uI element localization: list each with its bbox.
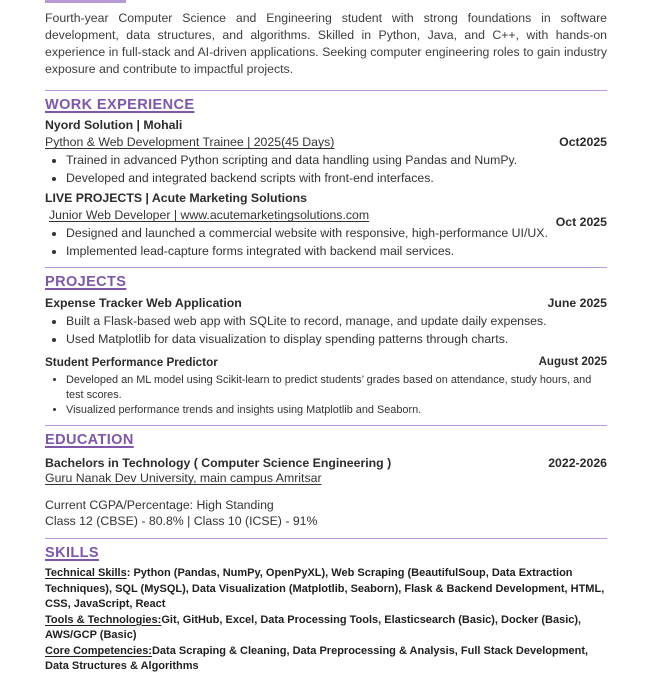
role-line: Python & Web Development Trainee | 2025(45 Days) — [45, 135, 335, 150]
project-bullet: • Used Matplotlib for data visualization to display spending patterns through charts. — [66, 331, 607, 349]
project-bullet: • Developed an ML model using Scikit-learn to predict students’ grades based on attendance, study hours, and test scores. — [66, 373, 607, 403]
project-entry-expense-tracker — [45, 296, 607, 348]
skills-group-label: Tools & Technologies: — [45, 613, 162, 626]
education-section — [45, 432, 607, 529]
project-bullet: • Visualized performance trends and insights using Matplotlib and Seaborn. — [66, 403, 607, 418]
project-entry-performance-predictor — [45, 356, 607, 418]
job-bullet-list — [45, 152, 607, 187]
project-date: August 2025 — [538, 356, 607, 369]
skills-text-block — [45, 566, 607, 675]
summary-heading-underline-cutoff — [45, 0, 126, 3]
degree-title: Bachelors in Technology ( Computer Science Engineering ) — [45, 456, 392, 471]
project-bullet-list — [45, 313, 607, 348]
job-date: Oct 2025 — [555, 215, 607, 230]
skills-group-text: Data Scraping & Cleaning, Data Preprocessing & Analysis, Full Stack Development, Data Structures & Algorithms — [45, 644, 589, 673]
job-date: Oct2025 — [559, 135, 607, 150]
institution-line: Guru Nanak Dev University, main campus Amritsar — [45, 471, 322, 486]
skills-section — [45, 545, 607, 675]
skills-group-label: Core Competencies: — [45, 644, 152, 657]
role-link-line[interactable]: Junior Web Developer | www.acutemarketingsolutions.com — [49, 208, 370, 223]
company-line: LIVE PROJECTS | Acute Marketing Solutions — [45, 191, 307, 206]
project-bullet: • Built a Flask-based web app with SQLite to record, manage, and update daily expenses. — [66, 313, 607, 331]
work-entry-nyord — [45, 118, 607, 187]
skills-heading: SKILLS — [45, 545, 99, 562]
projects-heading: PROJECTS — [45, 274, 127, 291]
education-heading: EDUCATION — [45, 432, 134, 449]
company-line: Nyord Solution | Mohali — [45, 118, 183, 133]
section-divider — [45, 538, 607, 539]
section-divider — [45, 90, 607, 91]
section-divider — [45, 267, 607, 268]
skills-group-text: Python (Pandas, NumPy, OpenPyXL), Web Scraping (BeautifulSoup, Data Extraction Techniques), SQL (MySQL), Data Visualization (Matplotlib, Seaborn), Flask & Backend Development, HTML, CSS, JavaScript, React — [45, 567, 605, 611]
job-bullet: • Developed and integrated backend scripts with front-end interfaces. — [66, 170, 607, 188]
work-experience-section — [45, 97, 607, 260]
job-bullet: • Designed and launched a commercial website with responsive, high-performance UI/UX. — [66, 225, 607, 243]
skills-group-separator: : — [126, 567, 134, 580]
section-divider — [45, 425, 607, 426]
summary-paragraph: Fourth-year Computer Science and Engineering student with strong foundations in software development, data structures, and algorithms. Skilled in Python, Java, and C++, with hands-on experience in full-stack and AI-driven applications. Seeking computer engineering roles to gain industry exposure and contribute to impactful projects. — [45, 11, 607, 76]
job-bullet: • Implemented lead-capture forms integrated with backend mail services. — [66, 243, 607, 261]
job-bullet-list — [45, 225, 607, 260]
work-experience-heading: WORK EXPERIENCE — [45, 97, 195, 114]
cgpa-line: Current CGPA/Percentage: High Standing — [45, 498, 274, 513]
project-bullet-list — [45, 373, 607, 418]
project-date: June 2025 — [547, 296, 607, 311]
work-entry-acute-marketing — [45, 191, 607, 260]
education-date: 2022-2026 — [548, 456, 607, 471]
projects-section — [45, 274, 607, 418]
skills-group-label: Technical Skills — [45, 567, 127, 580]
job-bullet: • Trained in advanced Python scripting and data handling using Pandas and NumPy. — [66, 152, 607, 170]
class-scores-line: Class 12 (CBSE) - 80.8% | Class 10 (ICSE) - 91% — [45, 514, 318, 529]
skills-group-text: Git, GitHub, Excel, Data Processing Tools, Elasticsearch (Basic), Docker (Basic), AWS/GCP (Basic) — [45, 613, 582, 642]
project-title: Expense Tracker Web Application — [45, 296, 242, 311]
project-title: Student Performance Predictor — [45, 356, 218, 370]
